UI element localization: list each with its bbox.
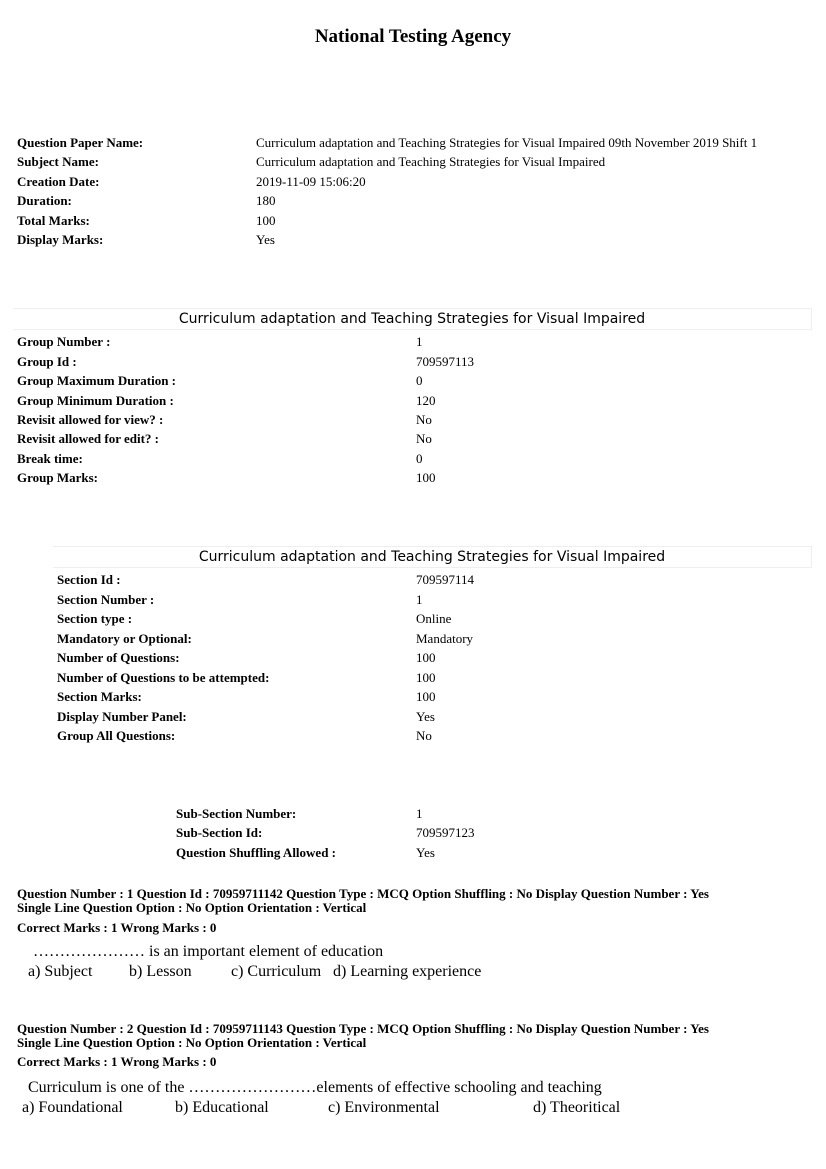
info-label: Section Number : bbox=[57, 592, 155, 607]
info-value: Online bbox=[416, 611, 452, 626]
question-text: ………………… is an important element of education bbox=[33, 943, 384, 960]
question-text: Curriculum is one of the ……………………elements of effective schooling and teaching bbox=[28, 1079, 602, 1096]
info-label: Section type : bbox=[57, 611, 133, 626]
info-value: 180 bbox=[256, 193, 276, 208]
info-value: 1 bbox=[416, 806, 423, 821]
info-value: No bbox=[416, 431, 432, 446]
info-label: Question Shuffling Allowed : bbox=[176, 845, 337, 860]
group-banner: Curriculum adaptation and Teaching Strategies for Visual Impaired bbox=[13, 308, 812, 330]
info-label: Mandatory or Optional: bbox=[57, 631, 192, 646]
info-value: 100 bbox=[416, 670, 436, 685]
info-value: 100 bbox=[416, 689, 436, 704]
info-value: 1 bbox=[416, 592, 423, 607]
info-value: Curriculum adaptation and Teaching Strategies for Visual Impaired 09th November 2019 Shift 1 bbox=[256, 135, 758, 150]
info-value: 120 bbox=[416, 393, 436, 408]
question-meta: Question Number : 2 Question Id : 70959711143 Question Type : MCQ Option Shuffling : No Display Question Number : Yes bbox=[17, 1021, 709, 1036]
option-d: d) Theoritical bbox=[533, 1099, 621, 1116]
info-label: Group Number : bbox=[17, 334, 111, 349]
info-label: Group Marks: bbox=[17, 470, 99, 485]
info-value: 1 bbox=[416, 334, 423, 349]
info-value: 709597114 bbox=[416, 572, 475, 587]
info-label: Duration: bbox=[17, 193, 72, 208]
question-meta: Single Line Question Option : No Option Orientation : Vertical bbox=[17, 900, 367, 915]
info-label: Section Marks: bbox=[57, 689, 142, 704]
info-value: 709597123 bbox=[416, 825, 475, 840]
info-label: Group All Questions: bbox=[57, 728, 176, 743]
info-label: Group Id : bbox=[17, 354, 77, 369]
info-label: Creation Date: bbox=[17, 174, 100, 189]
info-label: Display Marks: bbox=[17, 232, 104, 247]
info-label: Section Id : bbox=[57, 572, 121, 587]
info-value: 0 bbox=[416, 451, 423, 466]
info-label: Revisit allowed for view? : bbox=[17, 412, 164, 427]
info-label: Break time: bbox=[17, 451, 83, 466]
info-label: Group Maximum Duration : bbox=[17, 373, 177, 388]
info-label: Total Marks: bbox=[17, 213, 90, 228]
section-banner: Curriculum adaptation and Teaching Strategies for Visual Impaired bbox=[53, 546, 812, 568]
info-label: Group Minimum Duration : bbox=[17, 393, 174, 408]
info-label: Number of Questions to be attempted: bbox=[57, 670, 270, 685]
info-value: 100 bbox=[416, 650, 436, 665]
info-label: Revisit allowed for edit? : bbox=[17, 431, 160, 446]
info-value: Mandatory bbox=[416, 631, 474, 646]
info-value: Yes bbox=[416, 709, 435, 724]
option-b: b) Educational bbox=[175, 1099, 269, 1116]
option-c: c) Curriculum bbox=[231, 963, 322, 980]
question-meta: Single Line Question Option : No Option Orientation : Vertical bbox=[17, 1035, 367, 1050]
info-value: Yes bbox=[416, 845, 435, 860]
question-marks: Correct Marks : 1 Wrong Marks : 0 bbox=[17, 1054, 217, 1069]
info-label: Sub-Section Number: bbox=[176, 806, 297, 821]
question-meta: Question Number : 1 Question Id : 70959711142 Question Type : MCQ Option Shuffling : No Display Question Number : Yes bbox=[17, 886, 709, 901]
info-value: 100 bbox=[256, 213, 276, 228]
info-value: 100 bbox=[416, 470, 436, 485]
info-label: Number of Questions: bbox=[57, 650, 180, 665]
info-value: 2019-11-09 15:06:20 bbox=[256, 174, 366, 189]
info-value: Curriculum adaptation and Teaching Strategies for Visual Impaired bbox=[256, 154, 606, 169]
info-label: Question Paper Name: bbox=[17, 135, 144, 150]
info-value: 0 bbox=[416, 373, 423, 388]
info-value: 709597113 bbox=[416, 354, 475, 369]
info-label: Subject Name: bbox=[17, 154, 99, 169]
option-a: a) Foundational bbox=[22, 1099, 123, 1116]
option-c: c) Environmental bbox=[328, 1099, 440, 1116]
info-label: Display Number Panel: bbox=[57, 709, 187, 724]
info-value: No bbox=[416, 412, 432, 427]
page-title: National Testing Agency bbox=[314, 26, 512, 47]
info-value: Yes bbox=[256, 232, 275, 247]
option-a: a) Subject bbox=[28, 963, 93, 980]
info-label: Sub-Section Id: bbox=[176, 825, 263, 840]
option-b: b) Lesson bbox=[129, 963, 192, 980]
option-d: d) Learning experience bbox=[333, 963, 482, 980]
info-value: No bbox=[416, 728, 432, 743]
question-marks: Correct Marks : 1 Wrong Marks : 0 bbox=[17, 920, 217, 935]
